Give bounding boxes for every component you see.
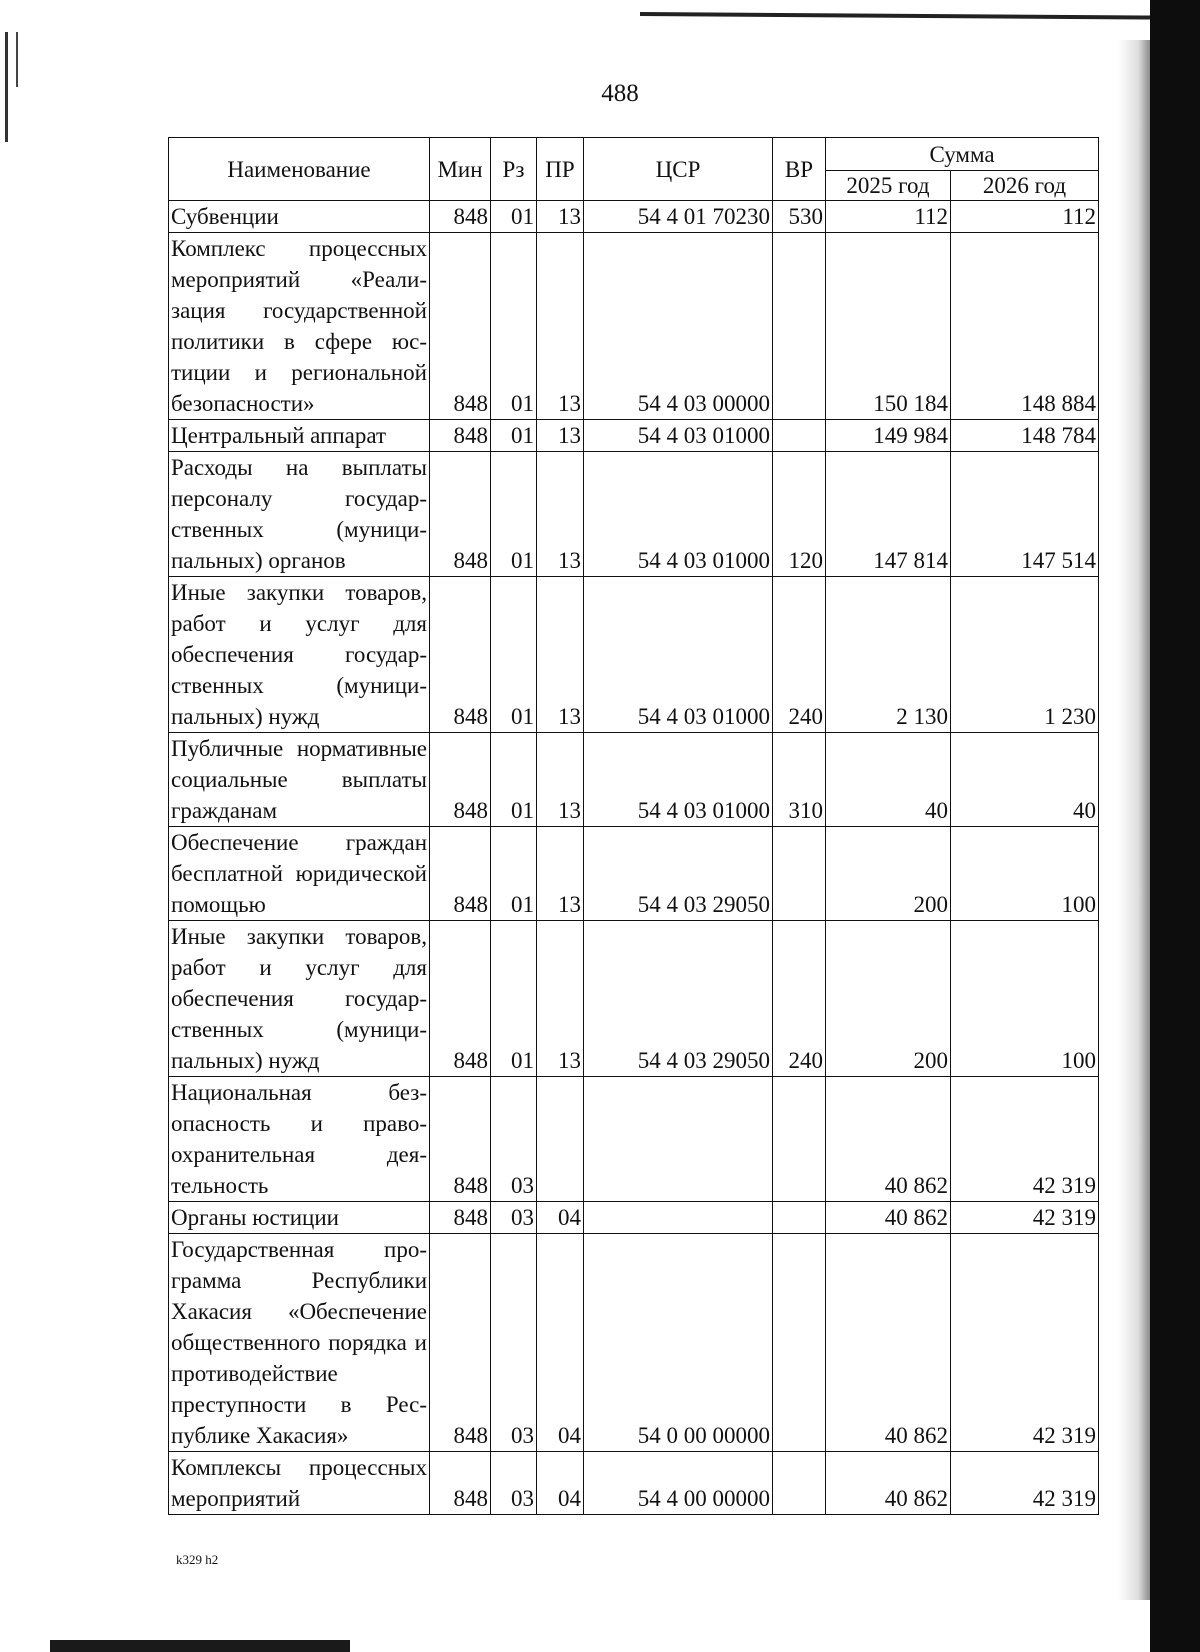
row-min: 848 xyxy=(430,1234,491,1452)
row-rz: 01 xyxy=(491,452,537,577)
row-pr: 13 xyxy=(537,452,584,577)
row-csr: 54 4 03 01000 xyxy=(584,420,773,452)
row-sum-2025: 200 xyxy=(826,921,951,1077)
row-name: Центральный аппарат xyxy=(169,420,430,452)
row-csr: 54 4 03 01000 xyxy=(584,733,773,827)
row-pr: 13 xyxy=(537,921,584,1077)
row-vr xyxy=(773,1202,826,1234)
row-rz: 01 xyxy=(491,577,537,733)
row-min: 848 xyxy=(430,1077,491,1202)
row-vr xyxy=(773,1452,826,1515)
row-pr: 04 xyxy=(537,1452,584,1515)
page-number: 488 xyxy=(601,80,639,107)
row-min: 848 xyxy=(430,233,491,420)
row-vr: 120 xyxy=(773,452,826,577)
row-rz: 03 xyxy=(491,1077,537,1202)
table-row xyxy=(169,827,1099,921)
row-name: Национальная безопасность и правоохранительная деятельность xyxy=(169,1077,430,1202)
table-row xyxy=(169,1452,1099,1515)
row-name: Расходы на выплаты персоналу государственных (муниципальных) органов xyxy=(169,452,430,577)
row-name: Комплексы процессных мероприятий xyxy=(169,1452,430,1515)
row-rz: 01 xyxy=(491,827,537,921)
row-csr: 54 0 00 00000 xyxy=(584,1234,773,1452)
table-row xyxy=(169,1202,1099,1234)
row-sum-2025: 40 862 xyxy=(826,1077,951,1202)
table-row xyxy=(169,233,1099,420)
row-sum-2025: 2 130 xyxy=(826,577,951,733)
table-row xyxy=(169,733,1099,827)
header-rz: Рз xyxy=(491,138,537,201)
row-pr: 04 xyxy=(537,1202,584,1234)
row-vr xyxy=(773,233,826,420)
row-sum-2025: 40 862 xyxy=(826,1234,951,1452)
row-rz: 01 xyxy=(491,233,537,420)
row-sum-2026: 148 784 xyxy=(951,420,1099,452)
row-vr: 240 xyxy=(773,577,826,733)
row-min: 848 xyxy=(430,827,491,921)
table-body xyxy=(169,201,1099,1515)
row-name: Субвенции xyxy=(169,201,430,233)
row-rz: 03 xyxy=(491,1452,537,1515)
header-vr: ВР xyxy=(773,138,826,201)
row-pr: 13 xyxy=(537,827,584,921)
table-row xyxy=(169,420,1099,452)
row-vr xyxy=(773,1234,826,1452)
row-pr: 13 xyxy=(537,420,584,452)
row-sum-2025: 40 862 xyxy=(826,1202,951,1234)
footer-code: k329 h2 xyxy=(176,1552,219,1567)
row-sum-2026: 1 230 xyxy=(951,577,1099,733)
header-name: Наименование xyxy=(169,138,430,201)
row-vr: 310 xyxy=(773,733,826,827)
row-sum-2025: 200 xyxy=(826,827,951,921)
row-sum-2026: 42 319 xyxy=(951,1452,1099,1515)
row-min: 848 xyxy=(430,1452,491,1515)
row-vr: 240 xyxy=(773,921,826,1077)
table-row xyxy=(169,452,1099,577)
row-sum-2026: 42 319 xyxy=(951,1202,1099,1234)
row-name: Комплекс процессных мероприятий «Реализация государственной политики в сфере юстиции и региональной безопасности» xyxy=(169,233,430,420)
row-min: 848 xyxy=(430,577,491,733)
table-row xyxy=(169,1234,1099,1452)
row-rz: 01 xyxy=(491,921,537,1077)
scan-edge-right xyxy=(1150,0,1200,1652)
row-sum-2025: 112 xyxy=(826,201,951,233)
row-min: 848 xyxy=(430,201,491,233)
row-min: 848 xyxy=(430,452,491,577)
row-name: Государственная программа Республики Хакасия «Обеспечение общественного порядка и противодействие преступности в Республике Хакасия» xyxy=(169,1234,430,1452)
row-pr: 13 xyxy=(537,201,584,233)
row-sum-2025: 40 xyxy=(826,733,951,827)
row-csr xyxy=(584,1077,773,1202)
row-sum-2026: 112 xyxy=(951,201,1099,233)
header-csr: ЦСР xyxy=(584,138,773,201)
row-rz: 01 xyxy=(491,201,537,233)
row-name: Иные закупки товаров, работ и услуг для обеспечения государственных (муниципальных) нужд xyxy=(169,577,430,733)
row-name: Обеспечение граждан бесплатной юридической помощью xyxy=(169,827,430,921)
row-name: Органы юстиции xyxy=(169,1202,430,1234)
row-pr xyxy=(537,1077,584,1202)
row-csr: 54 4 03 29050 xyxy=(584,921,773,1077)
row-sum-2026: 40 xyxy=(951,733,1099,827)
row-sum-2026: 100 xyxy=(951,827,1099,921)
row-sum-2025: 147 814 xyxy=(826,452,951,577)
row-vr xyxy=(773,827,826,921)
row-csr: 54 4 03 01000 xyxy=(584,577,773,733)
row-pr: 13 xyxy=(537,733,584,827)
scan-mark-left-small xyxy=(16,32,18,87)
row-rz: 01 xyxy=(491,733,537,827)
row-min: 848 xyxy=(430,733,491,827)
row-csr: 54 4 01 70230 xyxy=(584,201,773,233)
row-name: Публичные нормативные социальные выплаты гражданам xyxy=(169,733,430,827)
row-min: 848 xyxy=(430,921,491,1077)
row-csr: 54 4 03 29050 xyxy=(584,827,773,921)
row-csr: 54 4 03 01000 xyxy=(584,452,773,577)
row-pr: 13 xyxy=(537,233,584,420)
scan-edge-bottom xyxy=(50,1640,350,1652)
row-name: Иные закупки товаров, работ и услуг для обеспечения государственных (муниципальных) нужд xyxy=(169,921,430,1077)
row-rz: 01 xyxy=(491,420,537,452)
row-pr: 04 xyxy=(537,1234,584,1452)
budget-table xyxy=(168,137,1099,1515)
header-sum: Сумма xyxy=(826,138,1099,171)
row-sum-2025: 40 862 xyxy=(826,1452,951,1515)
row-vr xyxy=(773,420,826,452)
header-pr: ПР xyxy=(537,138,584,201)
row-sum-2026: 147 514 xyxy=(951,452,1099,577)
scan-edge-top xyxy=(640,12,1150,20)
row-sum-2026: 42 319 xyxy=(951,1234,1099,1452)
row-vr: 530 xyxy=(773,201,826,233)
row-sum-2026: 148 884 xyxy=(951,233,1099,420)
header-year-2026: 2026 год xyxy=(951,171,1099,201)
row-sum-2025: 150 184 xyxy=(826,233,951,420)
row-min: 848 xyxy=(430,420,491,452)
row-sum-2026: 100 xyxy=(951,921,1099,1077)
row-min: 848 xyxy=(430,1202,491,1234)
row-vr xyxy=(773,1077,826,1202)
table-row xyxy=(169,1077,1099,1202)
row-pr: 13 xyxy=(537,577,584,733)
scan-shadow-right xyxy=(1118,40,1152,1600)
header-year-2025: 2025 год xyxy=(826,171,951,201)
table-row xyxy=(169,201,1099,233)
row-csr: 54 4 03 00000 xyxy=(584,233,773,420)
row-csr xyxy=(584,1202,773,1234)
row-csr: 54 4 00 00000 xyxy=(584,1452,773,1515)
header-min: Мин xyxy=(430,138,491,201)
row-rz: 03 xyxy=(491,1234,537,1452)
table-row xyxy=(169,921,1099,1077)
row-sum-2025: 149 984 xyxy=(826,420,951,452)
row-sum-2026: 42 319 xyxy=(951,1077,1099,1202)
table-row xyxy=(169,577,1099,733)
row-rz: 03 xyxy=(491,1202,537,1234)
